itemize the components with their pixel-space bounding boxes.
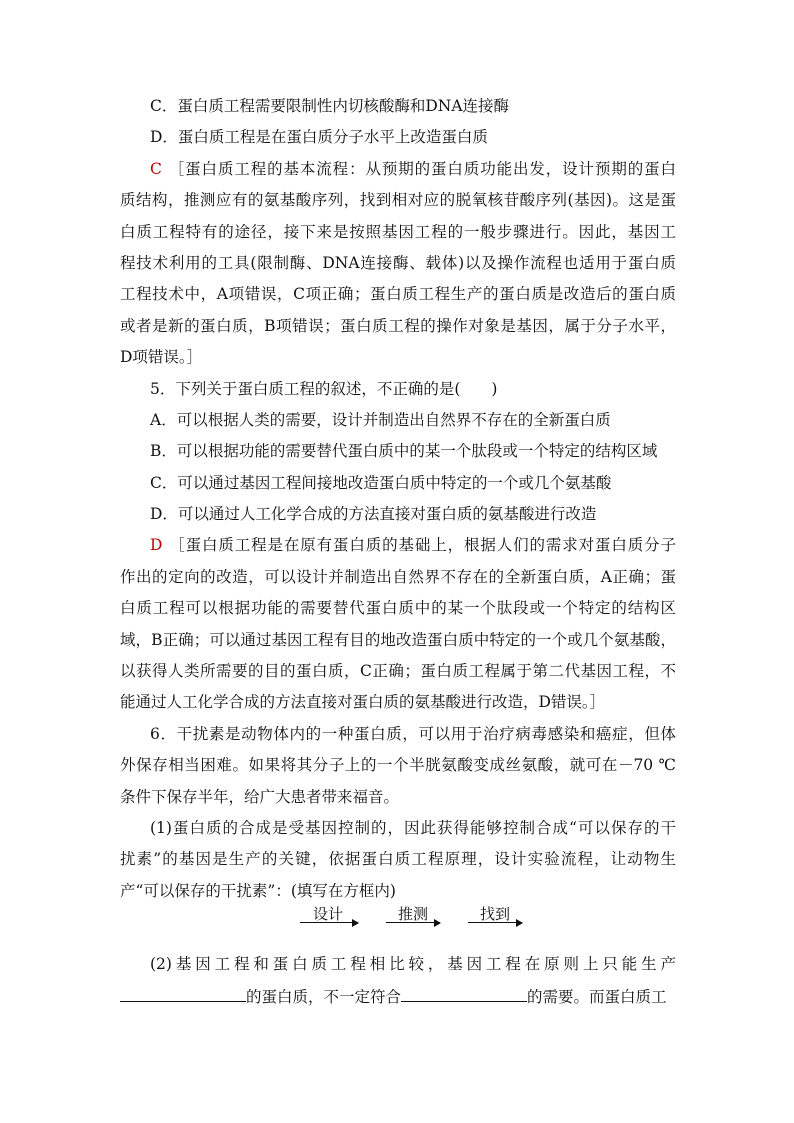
flow-step-infer: 推测 (397, 905, 428, 923)
explanation-line: C ［蛋白质工程的基本流程：从预期的蛋白质功能出发，设计预期的蛋白 (150, 160, 676, 178)
explanation-line: 以获得人类所需要的目的蛋白质，C正确；蛋白质工程属于第二代基因工程，不 (120, 662, 676, 680)
answer-blank[interactable] (401, 986, 527, 1002)
question-5-stem: 5．下列关于蛋白质工程的叙述，不正确的是( ) (150, 380, 498, 398)
explanation-line: D ［蛋白质工程是在原有蛋白质的基础上，根据人们的需求对蛋白质分子 (150, 536, 676, 554)
arrow-head-icon (352, 919, 359, 927)
explanation-line: 质结构，推测应有的氨基酸序列，找到相对应的脱氧核苷酸序列(基因)。这是蛋 (120, 191, 676, 209)
explanation-line: 或者是新的蛋白质，B项错误；蛋白质工程的操作对象是基因，属于分子水平， (120, 317, 676, 335)
experiment-flow-diagram (298, 904, 528, 928)
answer-letter: D (150, 536, 163, 554)
explanation-line: 工程技术中，A项错误，C项正确；蛋白质工程生产的蛋白质是改造后的蛋白质 (120, 285, 676, 303)
question-5-option-c: C．可以通过基因工程间接地改造蛋白质中特定的一个或几个氨基酸 (150, 474, 612, 492)
explanation-line: D项错误。］ (120, 348, 203, 366)
flow-step-find: 找到 (479, 905, 510, 923)
question-5-option-a: A．可以根据人类的需要，设计并制造出自然界不存在的全新蛋白质 (150, 411, 611, 429)
question-6-part-2: (2)基因工程和蛋白质工程相比较，基因工程在原则上只能生产 (150, 955, 676, 973)
question-6-part-1: 产“可以保存的干扰素”：(填写在方框内) (120, 882, 396, 900)
question-6-stem: 条件下保存半年，给广大患者带来福音。 (120, 788, 400, 806)
question-6-stem: 6．干扰素是动物体内的一种蛋白质，可以用于治疗病毒感染和癌症，但体 (150, 725, 676, 743)
option-c: C．蛋白质工程需要限制性内切核酸酶和DNA连接酶 (150, 97, 510, 115)
option-d: D．蛋白质工程是在蛋白质分子水平上改造蛋白质 (150, 128, 488, 146)
question-6-part-1: 扰素”的基因是生产的关键，依据蛋白质工程原理，设计实验流程，让动物生 (120, 850, 676, 868)
question-6-stem: 外保存相当困难。如果将其分子上的一个半胱氨酸变成丝氨酸，就可在－70 ℃ (120, 756, 676, 774)
question-6-part-1: (1)蛋白质的合成是受基因控制的，因此获得能够控制合成“可以保存的干 (150, 819, 676, 837)
question-5-option-b: B．可以根据功能的需要替代蛋白质中的某一个肽段或一个特定的结构区域 (150, 442, 658, 460)
explanation-line: 能通过人工化学合成的方法直接对蛋白质的氨基酸进行改造，D错误。］ (120, 693, 606, 711)
question-5-option-d: D．可以通过人工化学合成的方法直接对蛋白质的氨基酸进行改造 (150, 505, 597, 523)
explanation-line: 作出的定向的改造，可以设计并制造出自然界不存在的全新蛋白质，A正确；蛋 (120, 568, 676, 586)
answer-blank[interactable] (120, 986, 246, 1002)
arrow-head-icon (516, 919, 523, 927)
explanation-line: 白质工程特有的途径，接下来是按照基因工程的一般步骤进行。因此，基因工 (120, 223, 676, 241)
arrow-head-icon (434, 919, 441, 927)
explanation-line: 白质工程可以根据功能的需要替代蛋白质中的某一个肽段或一个特定的结构区 (120, 599, 676, 617)
explanation-line: 域，B正确；可以通过基因工程有目的地改造蛋白质中特定的一个或几个氨基酸， (120, 631, 676, 649)
question-6-part-2: 的蛋白质，不一定符合 的需要。而蛋白质工 (120, 986, 676, 1006)
explanation-line: 程技术利用的工具(限制酶、DNA连接酶、载体)以及操作流程也适用于蛋白质 (120, 254, 676, 272)
flow-step-design: 设计 (312, 905, 343, 923)
answer-letter: C (150, 160, 162, 178)
